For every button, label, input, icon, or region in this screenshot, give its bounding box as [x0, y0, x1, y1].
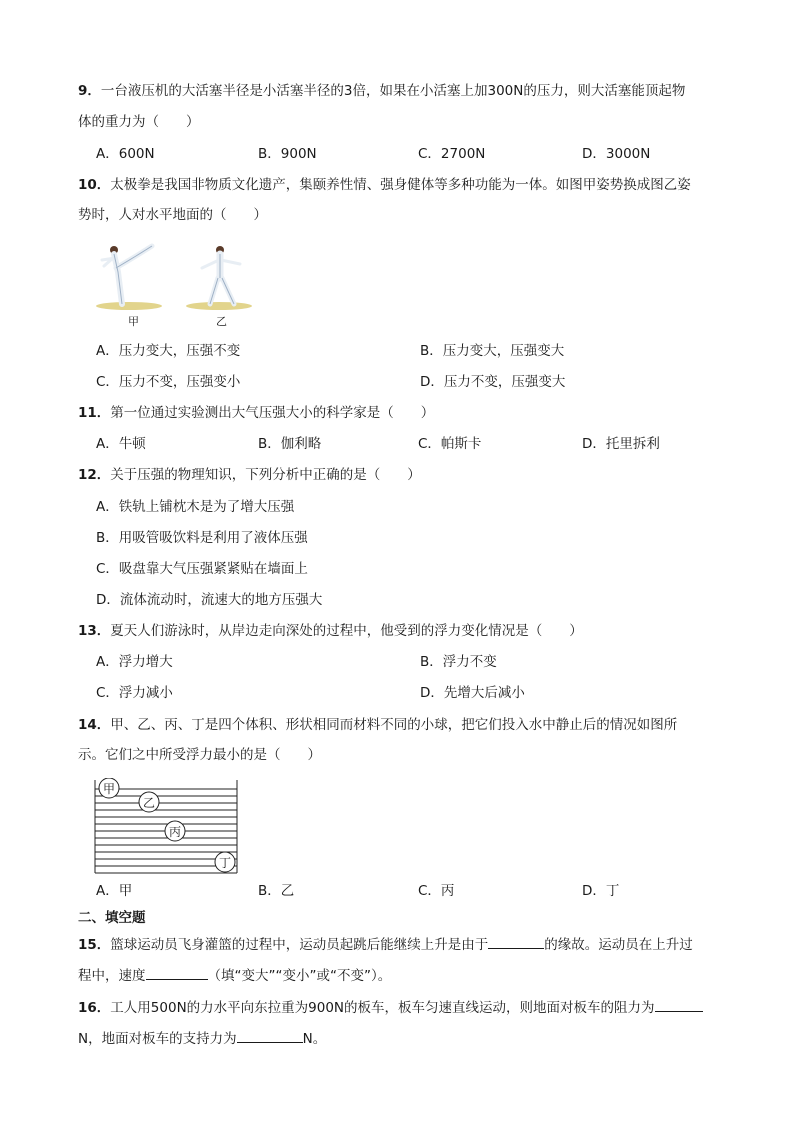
q10-line1: [78, 175, 691, 195]
q16-text-2a: N，地面对板车的支持力为: [78, 1031, 237, 1047]
q10-number: 10．: [78, 177, 111, 193]
q11-option-b: B．伽利略: [258, 436, 322, 452]
q10-option-b: B．压力变大，压强变大: [420, 343, 565, 359]
q16-number: 16．: [78, 1000, 111, 1016]
q14-option-d: D．丁: [582, 883, 620, 899]
taichi-figure-jia: [96, 246, 162, 310]
q13-text-1: 夏天人们游泳时，从岸边走向深处的过程中，他受到的浮力变化情况是（ ）: [110, 623, 583, 639]
q14-text-1: 甲、乙、丙、丁是四个体积、形状相同而材料不同的小球，把它们投入水中静止后的情况如图所: [110, 717, 678, 733]
q9-option-a: A．600N: [96, 146, 155, 162]
q12-option-a: A．铁轨上铺枕木是为了增大压强: [96, 499, 295, 515]
q13-line1: [78, 621, 583, 641]
q11-text-1: 第一位通过实验测出大气压强大小的科学家是（ ）: [110, 405, 435, 421]
q15-text-1a: 篮球运动员飞身灌篮的过程中，运动员起跳后能继续上升是由于: [110, 937, 489, 953]
q15-line2: [78, 965, 391, 986]
q9-option-d: D．3000N: [582, 146, 651, 162]
q16-line1: [78, 997, 703, 1018]
q11-option-d: D．托里拆利: [582, 436, 660, 452]
q15-text-2a: 程中，速度: [78, 968, 146, 984]
q11-option-a: A．牛顿: [96, 436, 146, 452]
q9-text-1: 一台液压机的大活塞半径是小活塞半径的3倍，如果在小活塞上加300N的压力，则大活塞能顶起物: [100, 83, 686, 99]
q11-option-c: C．帕斯卡: [418, 436, 482, 452]
q15-number: 15．: [78, 937, 111, 953]
q9-line2: 体的重力为（ ）: [78, 114, 200, 130]
q15-blank-1[interactable]: [488, 934, 544, 949]
q9-option-b: B．900N: [258, 146, 317, 162]
ball-jia: [99, 778, 119, 798]
q16-text-1a: 工人用500N的力水平向东拉重为900N的板车，板车匀速直线运动，则地面对板车的阻力为: [110, 1000, 655, 1016]
q12-line1: [78, 465, 421, 485]
q12-option-d: D．流体流动时，流速大的地方压强大: [96, 592, 323, 608]
q14-line2: 示。它们之中所受浮力最小的是（ ）: [78, 747, 321, 763]
q14-option-a: A．甲: [96, 883, 133, 899]
q12-option-c: C．吸盘靠大气压强紧紧贴在墙面上: [96, 561, 308, 577]
figure-label-jia: 甲: [128, 315, 139, 328]
q11-line1: [78, 403, 434, 423]
figure-label-yi: 乙: [216, 315, 227, 328]
q16-blank-1[interactable]: [655, 997, 703, 1012]
q12-text-1: 关于压强的物理知识，下列分析中正确的是（ ）: [110, 467, 421, 483]
q16-line2: [78, 1028, 326, 1049]
q15-line1: [78, 934, 693, 955]
q13-option-a: A．浮力增大: [96, 654, 173, 670]
q16-blank-2[interactable]: [237, 1028, 303, 1043]
section-fill-in-title: 二、填空题: [78, 910, 146, 926]
svg-text:丙: 丙: [168, 825, 182, 839]
q10-option-d: D．压力不变，压强变大: [420, 374, 566, 390]
q10-option-a: A．压力变大，压强不变: [96, 343, 241, 359]
ball-bing: [165, 821, 185, 841]
q14-line1: [78, 715, 677, 735]
svg-text:甲: 甲: [102, 782, 116, 796]
q9-line1: [78, 81, 685, 101]
q12-number: 12．: [78, 467, 111, 483]
floating-balls-figure: [93, 778, 241, 876]
q11-number: 11．: [78, 405, 111, 421]
q16-text-2b: N。: [302, 1031, 327, 1047]
q13-option-d: D．先增大后减小: [420, 685, 525, 701]
q15-text-2b: （填“变大”“变小”或“不变”）。: [207, 968, 392, 984]
q13-option-c: C．浮力减小: [96, 685, 173, 701]
q15-text-1b: 的缘故。运动员在上升过: [544, 937, 693, 953]
q14-option-b: B．乙: [258, 883, 295, 899]
q10-option-c: C．压力不变，压强变小: [96, 374, 241, 390]
q13-option-b: B．浮力不变: [420, 654, 497, 670]
taichi-figure-yi: [186, 246, 252, 310]
q14-number: 14．: [78, 717, 111, 733]
ball-ding: [215, 852, 235, 872]
taichi-figure: [94, 238, 264, 330]
q13-number: 13．: [78, 623, 111, 639]
q9-option-c: C．2700N: [418, 146, 486, 162]
q12-option-b: B．用吸管吸饮料是利用了液体压强: [96, 530, 308, 546]
svg-text:丁: 丁: [218, 856, 232, 870]
q15-blank-2[interactable]: [146, 965, 208, 980]
ball-yi: [139, 792, 159, 812]
q9-number: 9．: [78, 83, 101, 99]
q14-option-c: C．丙: [418, 883, 455, 899]
q10-text-1: 太极拳是我国非物质文化遗产，集颐养性情、强身健体等多种功能为一体。如图甲姿势换成图乙姿: [110, 177, 691, 193]
q10-line2: 势时，人对水平地面的（ ）: [78, 207, 267, 223]
svg-text:乙: 乙: [142, 796, 156, 810]
